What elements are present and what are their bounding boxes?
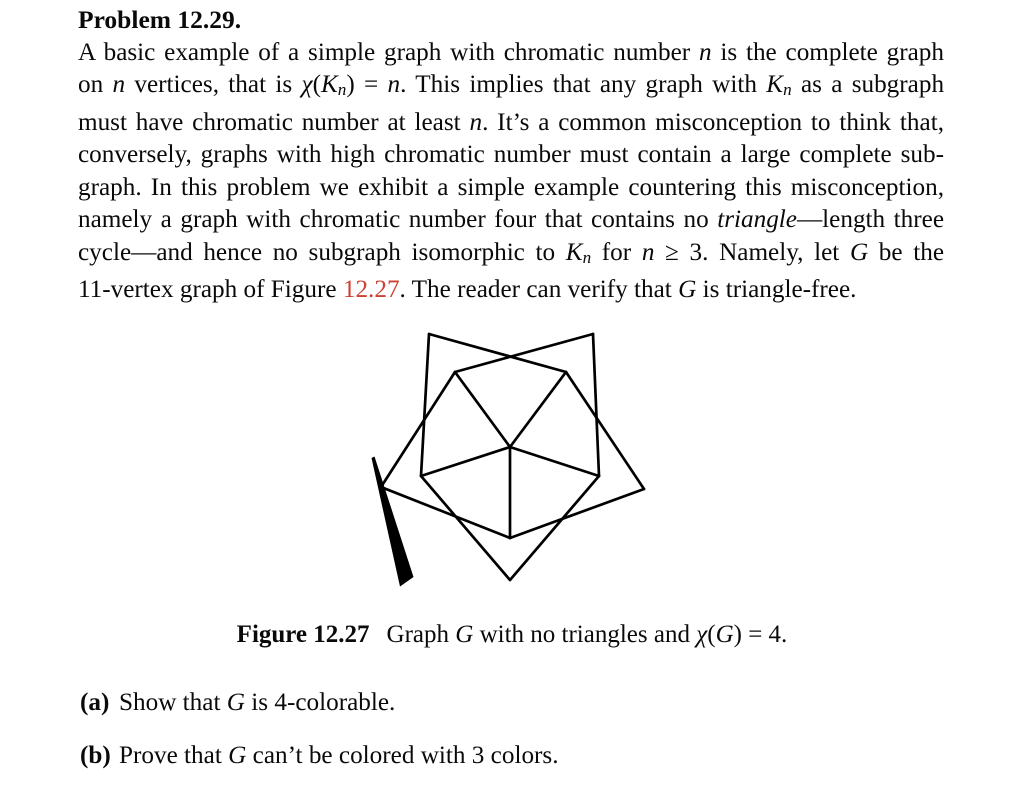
- grotzsch-graph-figure: [355, 325, 655, 595]
- text-segment: 11-vertex graph of Figure: [78, 276, 343, 304]
- figure-caption: [0, 620, 1024, 650]
- text-segment: K: [766, 71, 784, 98]
- paragraph-line: [78, 274, 944, 307]
- paragraph-line: [78, 172, 944, 205]
- thick-stroke-artifact: [372, 457, 414, 587]
- text-segment: for: [591, 238, 642, 266]
- graph-edge-outer-right--inner-upper-right: [566, 372, 644, 489]
- subproblem-a-label: (a): [80, 689, 110, 716]
- text-segment: is the complete graph: [711, 38, 944, 66]
- text-segment: n: [698, 38, 712, 66]
- text-segment: conversely, graphs with high chromatic number must contain a large complete sub-: [78, 141, 944, 169]
- text-segment: G: [715, 621, 734, 648]
- text-segment: K: [565, 238, 583, 266]
- graph-edge-outer-top-right--inner-upper-left: [455, 334, 593, 372]
- text-segment: ) = 4.: [733, 621, 788, 648]
- text-segment: graph. In this problem we exhibit a simple example countering this misconception,: [78, 173, 944, 201]
- graph-edge-outer-top-left--inner-upper-right: [429, 334, 566, 372]
- text-segment: G: [455, 621, 474, 648]
- subproblem-b: [80, 742, 559, 769]
- text-segment: —length three: [796, 206, 944, 234]
- graph-edge-center--inner-left: [421, 447, 510, 476]
- text-segment: namely a graph with chromatic number four that contains no: [78, 206, 718, 234]
- subproblem-a-text: [119, 689, 395, 716]
- graph-edge-center--inner-upper-left: [455, 372, 510, 447]
- text-segment: ≥ 3. Namely, let: [654, 238, 850, 266]
- figure-caption-text: [387, 621, 788, 648]
- text-segment: (: [707, 621, 716, 648]
- text-segment: be the: [868, 238, 945, 266]
- graph-edge-outer-bottom--inner-left: [421, 476, 510, 580]
- text-segment: is 4-colorable.: [244, 689, 396, 716]
- subproblem-a: [80, 689, 395, 716]
- text-segment: G: [849, 238, 869, 266]
- text-segment: Prove that: [119, 742, 229, 769]
- text-segment: n: [337, 80, 347, 100]
- graph-edge-outer-top-left--inner-left: [421, 334, 429, 476]
- paragraph-line: [78, 204, 944, 237]
- graph-edge-outer-top-right--inner-right: [593, 334, 599, 476]
- text-segment: χ: [696, 621, 708, 648]
- text-segment: n: [469, 108, 483, 136]
- figure-reference-link[interactable]: 12.27: [342, 276, 400, 304]
- text-segment: can’t be colored with 3 colors.: [246, 742, 559, 769]
- text-segment: on: [78, 71, 113, 98]
- text-segment: A basic example of a simple graph with chromatic number: [78, 38, 699, 66]
- text-segment: cycle—and hence no subgraph isomorphic to: [78, 238, 566, 266]
- text-segment: χ: [301, 71, 313, 98]
- text-segment: ) =: [346, 71, 388, 98]
- text-segment: . This implies that any graph with: [400, 71, 767, 98]
- paragraph-line: [78, 139, 944, 172]
- graph-edge-outer-right--inner-bottom: [510, 489, 644, 538]
- graph-edge-outer-left--inner-bottom: [381, 487, 510, 538]
- text-segment: n: [582, 247, 592, 267]
- text-segment: . The reader can verify that: [399, 276, 679, 304]
- graph-edge-center--inner-upper-right: [510, 372, 566, 447]
- paragraph-line: [78, 69, 944, 107]
- text-segment: as a subgraph: [791, 71, 945, 98]
- text-segment: n: [387, 71, 401, 98]
- paragraph-line: [78, 237, 944, 275]
- text-segment: with no triangles and: [473, 621, 697, 648]
- graph-edge-outer-bottom--inner-right: [510, 476, 599, 580]
- paragraph-line: [78, 107, 944, 140]
- problem-heading: Problem 12.29.: [78, 5, 242, 34]
- text-segment: Graph: [386, 621, 456, 648]
- text-segment: vertices, that is: [125, 71, 302, 98]
- text-segment: triangle: [717, 206, 797, 234]
- graph-edge-center--inner-right: [510, 447, 599, 476]
- subproblem-b-label: (b): [80, 742, 111, 769]
- text-segment: must have chromatic number at least: [78, 108, 470, 136]
- text-segment: n: [641, 238, 655, 266]
- problem-block: [78, 4, 944, 307]
- subproblem-b-text: [119, 742, 559, 769]
- text-segment: is triangle-free.: [696, 276, 857, 304]
- text-segment: . It’s a common misconception to think that,: [482, 108, 944, 136]
- text-segment: Show that: [119, 689, 227, 716]
- figure-caption-label: Figure 12.27: [236, 621, 370, 648]
- paragraph-line: [78, 37, 944, 70]
- text-segment: G: [226, 689, 245, 716]
- text-segment: G: [228, 742, 247, 769]
- text-segment: n: [783, 80, 792, 100]
- text-segment: K: [320, 71, 338, 98]
- text-segment: G: [678, 276, 697, 304]
- text-segment: n: [112, 71, 126, 98]
- text-segment: (: [312, 71, 321, 98]
